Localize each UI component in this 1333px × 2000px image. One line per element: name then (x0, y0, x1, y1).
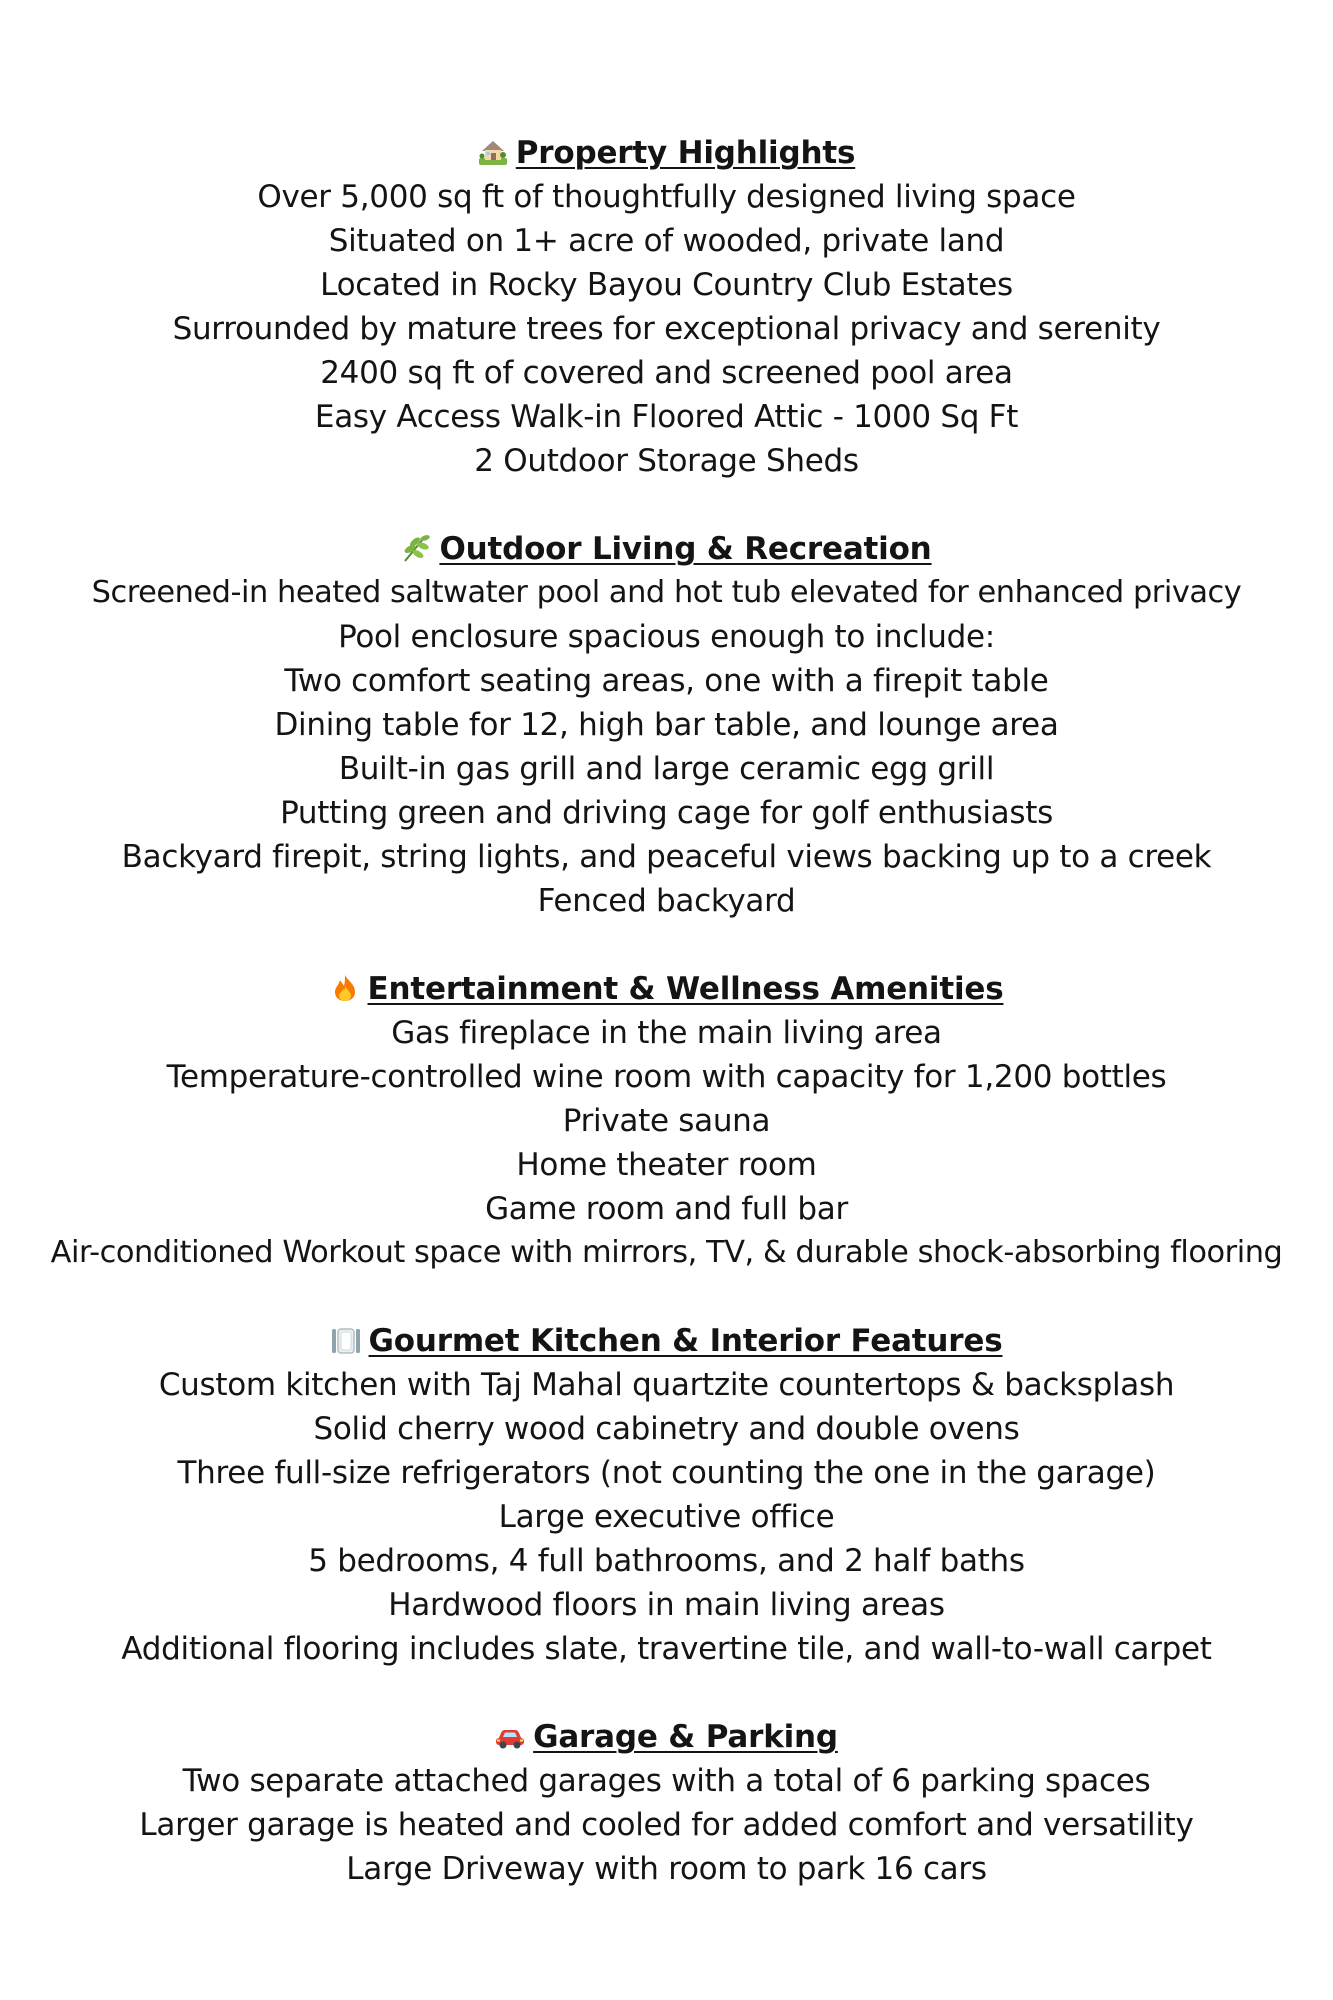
list-item: Hardwood floors in main living areas (388, 1587, 945, 1623)
list-item: Dining table for 12, high bar table, and lounge area (274, 707, 1059, 743)
fire-icon (330, 974, 360, 1002)
list-item: Built-in gas grill and large ceramic egg grill (338, 751, 995, 787)
list-item: Screened-in heated saltwater pool and hot tub elevated for enhanced privacy (91, 575, 1242, 610)
list-item: Private sauna (562, 1103, 771, 1139)
list-item: Temperature-controlled wine room with capacity for 1,200 bottles (166, 1059, 1167, 1095)
list-item: Additional flooring includes slate, travertine tile, and wall-to-wall carpet (121, 1631, 1212, 1667)
section-garage-parking (0, 1715, 1333, 1891)
car-icon (495, 1722, 525, 1750)
section-kitchen-interior (0, 1319, 1333, 1671)
list-item: 2 Outdoor Storage Sheds (474, 443, 859, 479)
section-outdoor-living (0, 527, 1333, 923)
list-item: Gas fireplace in the main living area (391, 1015, 942, 1051)
list-item: Custom kitchen with Taj Mahal quartzite countertops & backsplash (158, 1367, 1175, 1403)
list-item: Air-conditioned Workout space with mirrors, TV, & durable shock-absorbing flooring (50, 1235, 1283, 1270)
section-title: Outdoor Living & Recreation (439, 531, 932, 567)
herb-icon (401, 534, 431, 562)
list-item: Larger garage is heated and cooled for added comfort and versatility (139, 1807, 1194, 1843)
list-item: Two separate attached garages with a total of 6 parking spaces (182, 1763, 1151, 1799)
list-item: Surrounded by mature trees for exceptional privacy and serenity (172, 311, 1161, 347)
list-item: Putting green and driving cage for golf enthusiasts (280, 795, 1053, 831)
section-title: Property Highlights (515, 135, 856, 171)
list-item: Pool enclosure spacious enough to include: (338, 619, 995, 655)
section-heading (0, 967, 1333, 1011)
list-item: Three full-size refrigerators (not counting the one in the garage) (177, 1455, 1156, 1491)
list-item: Fenced backyard (537, 883, 796, 919)
fork-and-knife-plate-icon (331, 1326, 361, 1354)
list-item: Solid cherry wood cabinetry and double ovens (313, 1411, 1020, 1447)
list-item: Easy Access Walk-in Floored Attic - 1000 Sq Ft (314, 399, 1019, 435)
list-item: Two comfort seating areas, one with a firepit table (284, 663, 1049, 699)
section-heading (0, 131, 1333, 175)
list-item: Situated on 1+ acre of wooded, private land (328, 223, 1005, 259)
list-item: Over 5,000 sq ft of thoughtfully designed living space (257, 179, 1076, 215)
section-entertainment-wellness (0, 967, 1333, 1275)
section-title: Entertainment & Wellness Amenities (367, 971, 1004, 1007)
list-item: Located in Rocky Bayou Country Club Estates (320, 267, 1013, 303)
list-item: Large Driveway with room to park 16 cars (346, 1851, 987, 1887)
section-title: Gourmet Kitchen & Interior Features (368, 1323, 1003, 1359)
section-heading (0, 1715, 1333, 1759)
section-heading (0, 1319, 1333, 1363)
section-title: Garage & Parking (533, 1719, 838, 1755)
list-item: 2400 sq ft of covered and screened pool area (320, 355, 1013, 391)
list-item: Game room and full bar (485, 1191, 848, 1227)
property-features-document (0, 131, 1333, 1935)
list-item: Backyard firepit, string lights, and peaceful views backing up to a creek (121, 839, 1212, 875)
list-item: Home theater room (516, 1147, 817, 1183)
list-item: Large executive office (498, 1499, 835, 1535)
list-item: 5 bedrooms, 4 full bathrooms, and 2 half baths (308, 1543, 1025, 1579)
section-heading (0, 527, 1333, 571)
section-property-highlights (0, 131, 1333, 483)
house-garden-icon (478, 138, 508, 166)
